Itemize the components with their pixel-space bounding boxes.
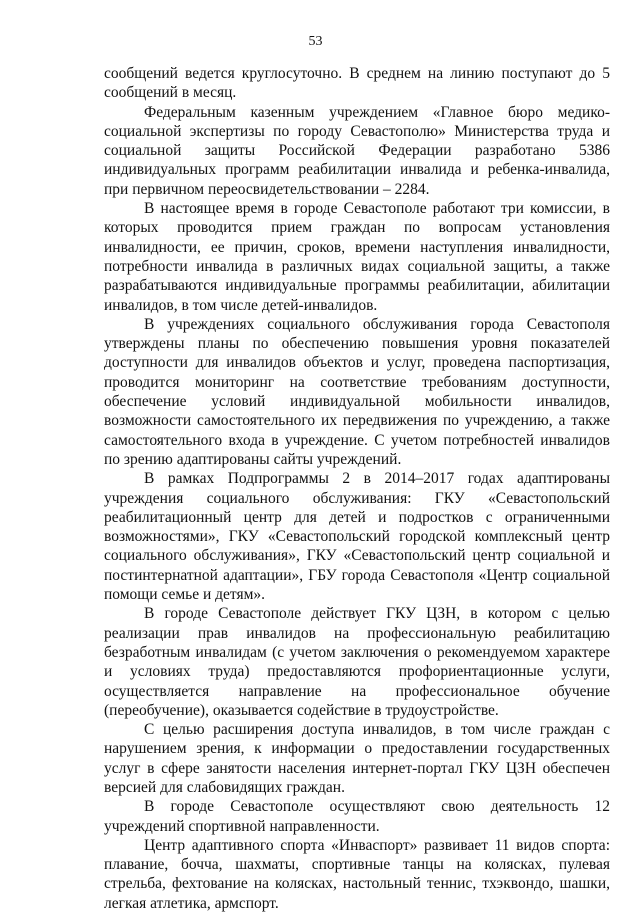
paragraph-social-institutions: В учреждениях социального обслуживания города Севастополя утверждены планы по обеспечению повышения уровня показателей доступности для инвалидов объектов и услуг, проведена паспортизация, проводится мониторинг на соответствие требованиям доступности, обеспечение условий индивидуальной мобильности инвалидов, возможности самостоятельного их передвижения по учреждению, а также самостоятельного входа в учреждение. С учетом потребностей инвалидов по зрению адаптированы сайты учреждений.: [104, 315, 610, 468]
paragraph-subprogram-2: В рамках Подпрограммы 2 в 2014–2017 годах адаптированы учреждения социального обслуживания: ГКУ «Севастопольский реабилитационный центр для детей и подростков с ограниченными возможностями», ГКУ «Севастопольский городской комплексный центр социального обслуживания», ГКУ «Севастопольский центр социальной и постинтернатной адаптации», ГБУ города Севастополя «Центр социальной помощи семье и детям».: [104, 470, 610, 604]
paragraph-employment-center: В городе Севастополе действует ГКУ ЦЗН, в котором с целью реализации прав инвалидов на профессиональную реабилитацию безработным инвалидам (с учетом заключения о рекомендуемом характере и условиях труда) предоставляются профориентационные услуги, осуществляется направление на профессиональное обучение (переобучение), оказывается содействие в трудоустройстве.: [104, 605, 610, 719]
paragraph-commissions: В настоящее время в городе Севастополе работают три комиссии, в которых проводится прием граждан по вопросам установления инвалидности, ее причин, сроков, времени наступления инвалидности, потребности инвалида в различных видах социальной защиты, а также разрабатываются индивидуальные программы реабилитации, абилитации инвалидов, в том числе детей-инвалидов.: [104, 200, 610, 314]
document-body: [104, 64, 610, 913]
paragraph-medical-expertise: Федеральным казенным учреждением «Главное бюро медико-социальной экспертизы по городу Севастополю» Министерства труда и социальной защиты Российской Федерации разработано 5386 индивидуальных программ реабилитации инвалида и ребенка-инвалида, при первичном переосвидетельствовании – 2284.: [104, 103, 610, 198]
paragraph-sports-institutions: В городе Севастополе осуществляют свою деятельность 12 учреждений спортивной направленности.: [104, 798, 610, 835]
paragraph-invasport: Центр адаптивного спорта «Инваспорт» развивает 11 видов спорта: плавание, бочча, шахматы, спортивные танцы на колясках, пулевая стрельба, фехтование на колясках, настольный теннис, тхэквондо, шашки, легкая атлетика, армспорт.: [104, 836, 610, 912]
paragraph-portal-accessibility: С целью расширения доступа инвалидов, в том числе граждан с нарушением зрения, к информации о предоставлении государственных услуг в сфере занятости населения интернет-портал ГКУ ЦЗН обеспечен версией для слабовидящих граждан.: [104, 721, 610, 796]
paragraph-helpline-continuation: сообщений ведется круглосуточно. В среднем на линию поступают до 5 сообщений в месяц.: [104, 65, 610, 102]
page-number: 53: [308, 34, 323, 49]
